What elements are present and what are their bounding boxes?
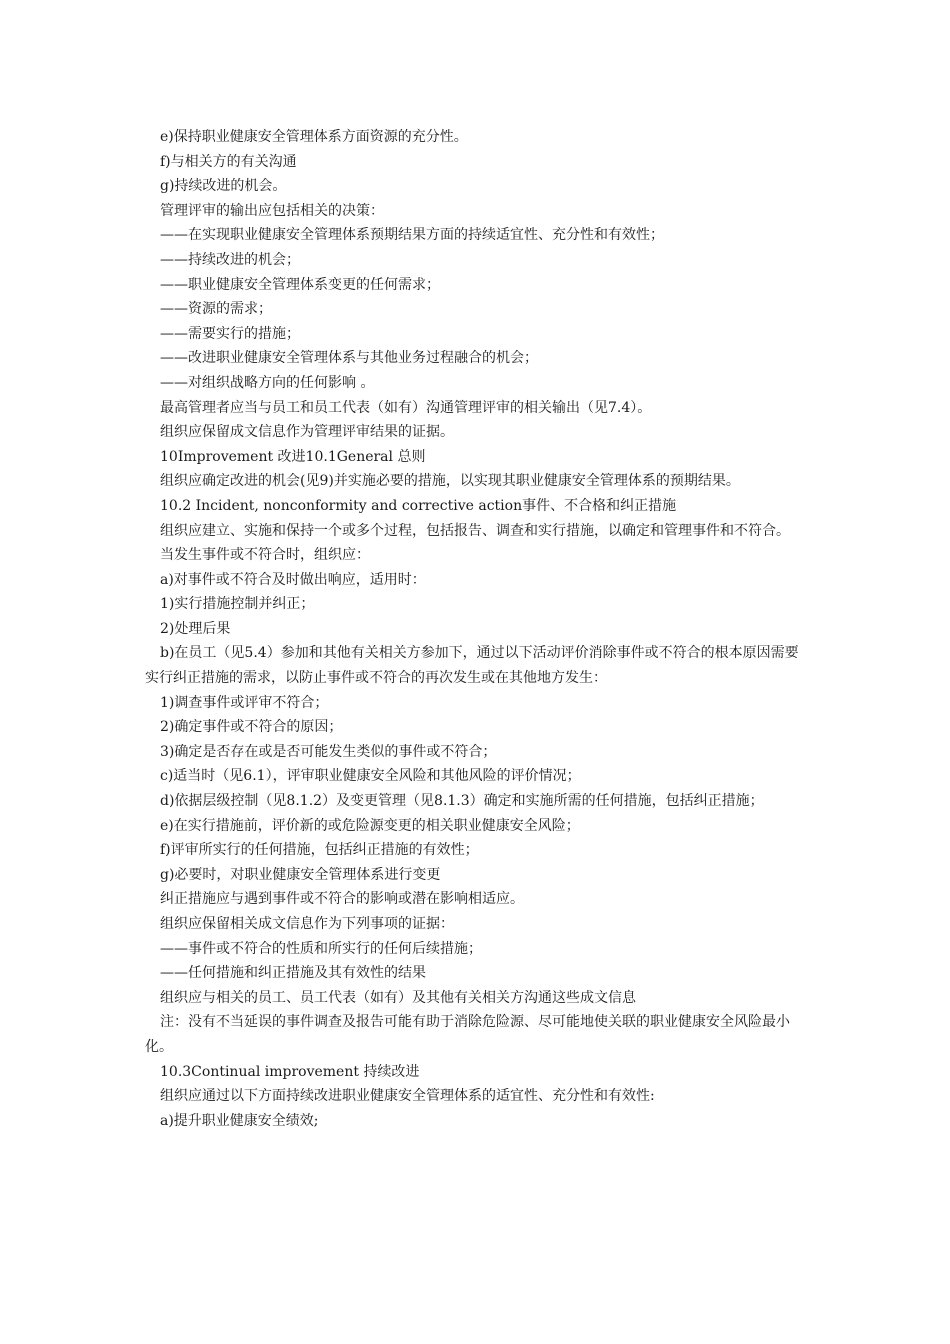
- paragraph: 组织应保留成文信息作为管理评审结果的证据。: [160, 424, 454, 441]
- paragraph: 组织应确定改进的机会(见9)并实施必要的措施，以实现其职业健康安全管理体系的预期结果。: [160, 473, 740, 490]
- paragraph: 组织应保留相关成文信息作为下列事项的证据：: [160, 916, 454, 932]
- list-item: g)必要时，对职业健康安全管理体系进行变更: [160, 866, 441, 883]
- paragraph: 组织应与相关的员工、员工代表（如有）及其他有关相关方沟通这些成文信息: [160, 989, 636, 1006]
- paragraph: g)持续改进的机会。: [160, 178, 287, 195]
- list-item: e)在实行措施前，评价新的或危险源变更的相关职业健康安全风险；: [160, 817, 580, 834]
- list-item: b)在员工（见5.4）参加和其他有关相关方参加下，通过以下活动评价消除事件或不符合的根本原因需要实行纠正措施的需求，以防止事件或不符合的再次发生或在其他地方发生：: [145, 645, 799, 687]
- list-item: ——在实现职业健康安全管理体系预期结果方面的持续适宜性、充分性和有效性；: [160, 227, 664, 244]
- list-item: ——职业健康安全管理体系变更的任何需求；: [160, 276, 440, 293]
- list-item: ——任何措施和纠正措施及其有效性的结果: [160, 965, 426, 982]
- list-item: a)提升职业健康安全绩效;: [160, 1112, 319, 1129]
- list-item: c)适当时（见6.1），评审职业健康安全风险和其他风险的评价情况；: [160, 768, 581, 785]
- list-item: 2)确定事件或不符合的原因；: [160, 719, 343, 736]
- paragraph: 纠正措施应与遇到事件或不符合的影响或潜在影响相适应。: [160, 891, 524, 908]
- list-item: 2)处理后果: [160, 620, 231, 637]
- list-item: 1)实行措施控制并纠正；: [160, 596, 315, 613]
- list-item: d)依据层级控制（见8.1.2）及变更管理（见8.1.3）确定和实施所需的任何措施，包括纠正措施；: [160, 793, 764, 810]
- list-item: ——需要实行的措施；: [160, 325, 300, 342]
- paragraph: 管理评审的输出应包括相关的决策：: [160, 202, 384, 219]
- paragraph: e)保持职业健康安全管理体系方面资源的充分性。: [160, 129, 468, 145]
- section-heading: 10.3Continual improvement 持续改进: [160, 1063, 420, 1080]
- list-item: 1)调查事件或评审不符合；: [160, 694, 329, 711]
- section-heading: 10Improvement 改进10.1General 总则: [160, 448, 426, 465]
- list-item: 3)确定是否存在或是否可能发生类似的事件或不符合；: [160, 743, 497, 760]
- paragraph: 当发生事件或不符合时，组织应：: [160, 547, 370, 564]
- paragraph: 组织应通过以下方面持续改进职业健康安全管理体系的适宜性、充分性和有效性:: [160, 1088, 655, 1105]
- paragraph: 组织应建立、实施和保持一个或多个过程，包括报告、调查和实行措施，以确定和管理事件和不符合。: [160, 522, 790, 539]
- list-item: ——改进职业健康安全管理体系与其他业务过程融合的机会；: [160, 350, 538, 367]
- list-item: ——事件或不符合的性质和所实行的任何后续措施；: [160, 940, 482, 957]
- paragraph: f)与相关方的有关沟通: [160, 153, 297, 170]
- note: 注：没有不当延误的事件调查及报告可能有助于消除危险源、尽可能地使关联的职业健康安全风险最小化。: [145, 1014, 790, 1055]
- list-item: ——资源的需求；: [160, 301, 272, 318]
- list-item: a)对事件或不符合及时做出响应，适用时：: [160, 571, 426, 588]
- list-item: ——持续改进的机会；: [160, 251, 300, 268]
- list-item: ——对组织战略方向的任何影响 。: [160, 374, 375, 391]
- paragraph: 最高管理者应当与员工和员工代表（如有）沟通管理评审的相关输出（见7.4）。: [160, 399, 652, 416]
- list-item: f)评审所实行的任何措施，包括纠正措施的有效性；: [160, 842, 479, 859]
- document-body: [145, 125, 810, 1133]
- section-heading: 10.2 Incident, nonconformity and corrective action事件、不合格和纠正措施: [160, 497, 677, 514]
